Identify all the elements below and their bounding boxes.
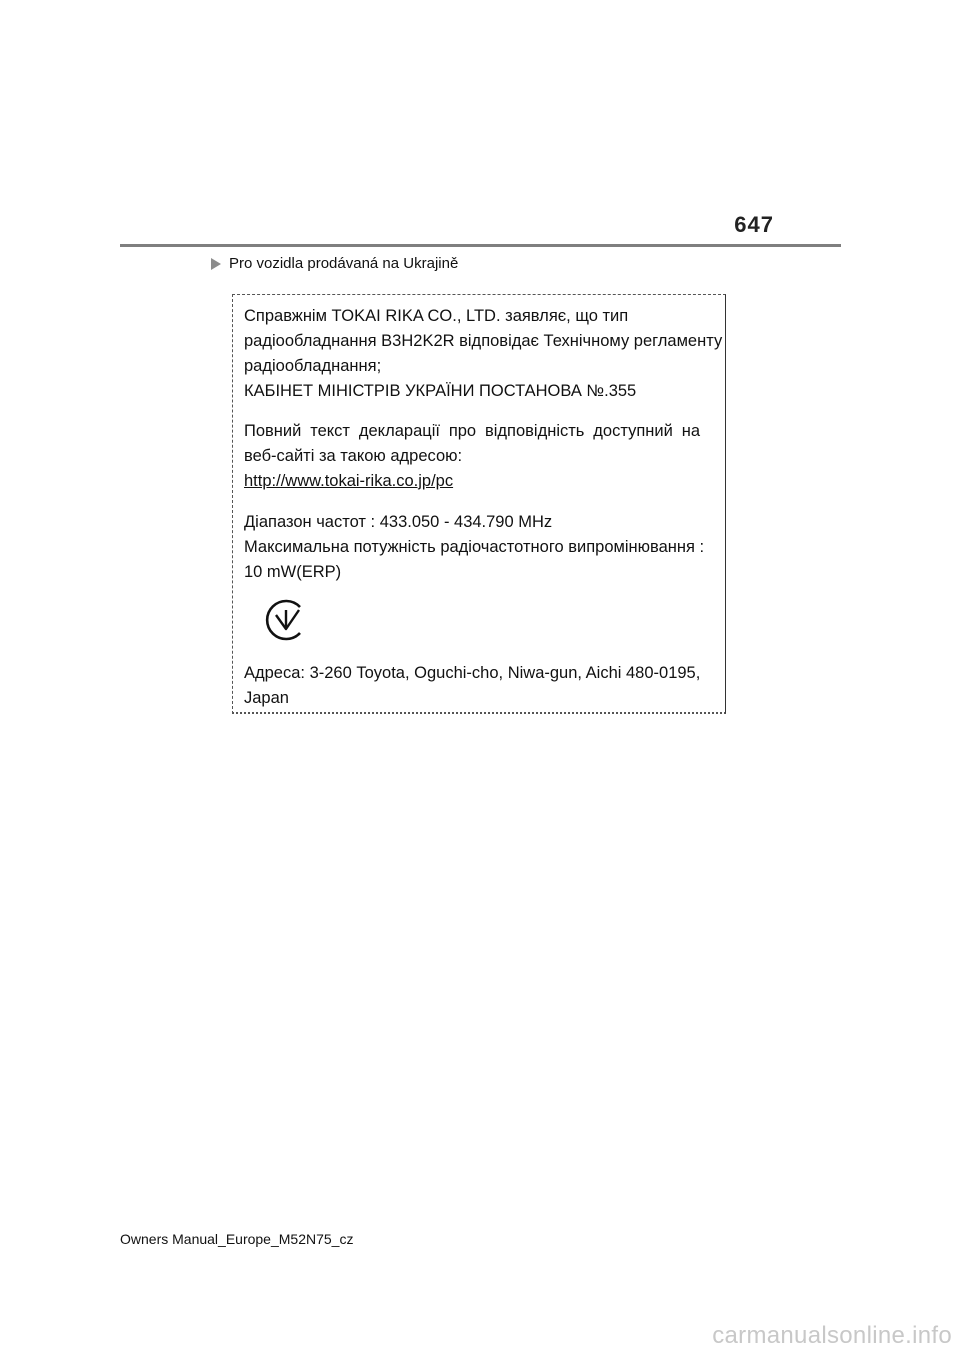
frequency-range: Діапазон частот : 433.050 - 434.790 MHz [244, 513, 553, 531]
declaration-line-2: радіообладнання B3H2K2R відповідає Технічному регламенту [244, 332, 723, 350]
ukrainian-conformity-mark-icon [262, 598, 308, 642]
subheading-label: Pro vozidla prodávaná na Ukrajině [229, 255, 459, 272]
address-line-1: Адреса: 3-260 Toyota, Oguchi-cho, Niwa-gun, Aichi 480-0195, [244, 664, 701, 682]
page-number: 647 [734, 212, 774, 237]
declaration-line-5: Повний текст декларації про відповідність доступний на [244, 422, 700, 440]
max-power-value: 10 mW(ERP) [244, 563, 342, 581]
declaration-line-6: веб-сайті за такою адресою: [244, 447, 463, 465]
max-power-label: Максимальна потужність радіочастотного випромінювання : [244, 538, 705, 556]
document-footer: Owners Manual_Europe_M52N75_cz [120, 1231, 354, 1247]
section-subheading [211, 255, 458, 272]
address-line-2: Japan [244, 689, 289, 707]
triangle-right-icon [211, 258, 221, 270]
watermark: carmanualsonline.info [712, 1322, 952, 1349]
declaration-link[interactable]: http://www.tokai-rika.co.jp/pc [244, 472, 454, 490]
header-divider [120, 244, 841, 247]
declaration-line-1: Справжнім TOKAI RIKA CO., LTD. заявляє, що тип [244, 307, 629, 325]
declaration-line-3: радіообладнання; [244, 357, 382, 375]
declaration-line-4: КАБІНЕТ МІНІСТРІВ УКРАЇНИ ПОСТАНОВА №.355 [244, 382, 637, 400]
